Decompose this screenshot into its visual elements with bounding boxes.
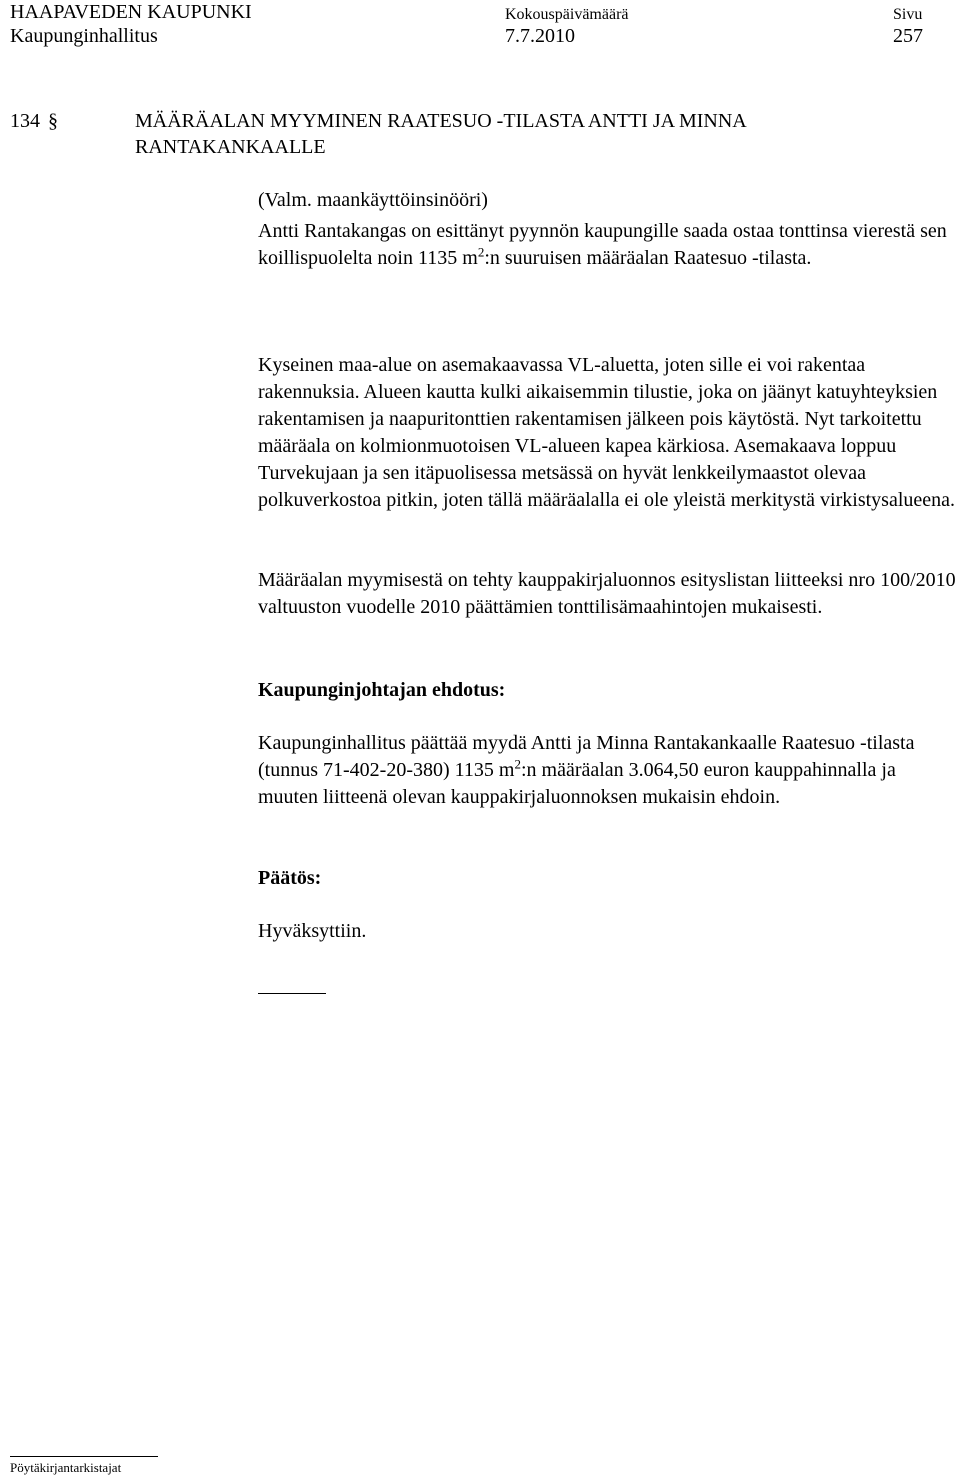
meeting-date: 7.7.2010 [505, 25, 575, 47]
paragraph-area-description: Kyseinen maa-alue on asemakaavassa VL-aluetta, joten sille ei voi rakentaa rakennuksia. Alueen kautta kulki aikaisemmin tilustie, joka on jäänyt katuyhteyksien rakentamisen ja naapuritonttien rakentamisen jälkeen pois käytöstä. Nyt tarkoitettu määräala on kolmionmuotoisen VL-alueen kapea kärkiosa. Asemakaava loppuu Turvekujaan ja sen itäpuolisessa metsässä on hyvät lenkkeilymaastot olevaa polkuverkostoa pitkin, joten tällä määräalalla ei ole yleistä merkitystä virkistysalueena. [258, 354, 956, 511]
section-number: 134 [10, 110, 40, 132]
decision-text: Hyväksyttiin. [258, 920, 367, 942]
proposal-text: Kaupunginhallitus päättää myydä Antti ja Minna Rantakankaalle Raatesuo -tilasta (tunnus 71-402-20-380) 1135 $m^2:n$ määräalan 3.064,50 euron kauppahinnalla ja muuten liitteenä olevan kauppakirjaluonnoksen mukaisin ehdoin. [258, 732, 915, 808]
footer-label: Pöytäkirjantarkistajat [10, 1460, 122, 1475]
meeting-date-label: Kokouspäivämäärä [505, 6, 629, 23]
end-rule [258, 993, 326, 994]
page-label: Sivu [893, 6, 923, 23]
body-name: Kaupunginhallitus [10, 25, 158, 47]
signature-line [10, 1456, 158, 1457]
paragraph-contract-draft: Määräalan myymisestä on tehty kauppakirjaluonnos esityslistan liitteeksi nro 100/2010 valtuuston vuodelle 2010 päättämien tonttilisämaahintojen mukaisesti. [258, 569, 956, 618]
page-number: 257 [893, 25, 923, 47]
proposal-heading: Kaupunginjohtajan ehdotus: [258, 679, 506, 701]
paragraph-request: Antti Rantakangas on esittänyt pyynnön kaupungille saada ostaa tonttinsa vierestä sen koillispuolelta noin 1135 $m^2:n$ suuruisen määräalan Raatesuo -tilasta. [258, 220, 947, 269]
section-sign: § [48, 110, 58, 132]
section-title: MÄÄRÄALAN MYYMINEN RAATESUO -TILASTA ANTTI JA MINNA RANTAKANKAALLE [135, 110, 746, 158]
org-name: HAAPAVEDEN KAUPUNKI [10, 1, 252, 23]
decision-heading: Päätös: [258, 867, 322, 889]
prepared-by: (Valm. maankäyttöinsinööri) [258, 189, 488, 211]
